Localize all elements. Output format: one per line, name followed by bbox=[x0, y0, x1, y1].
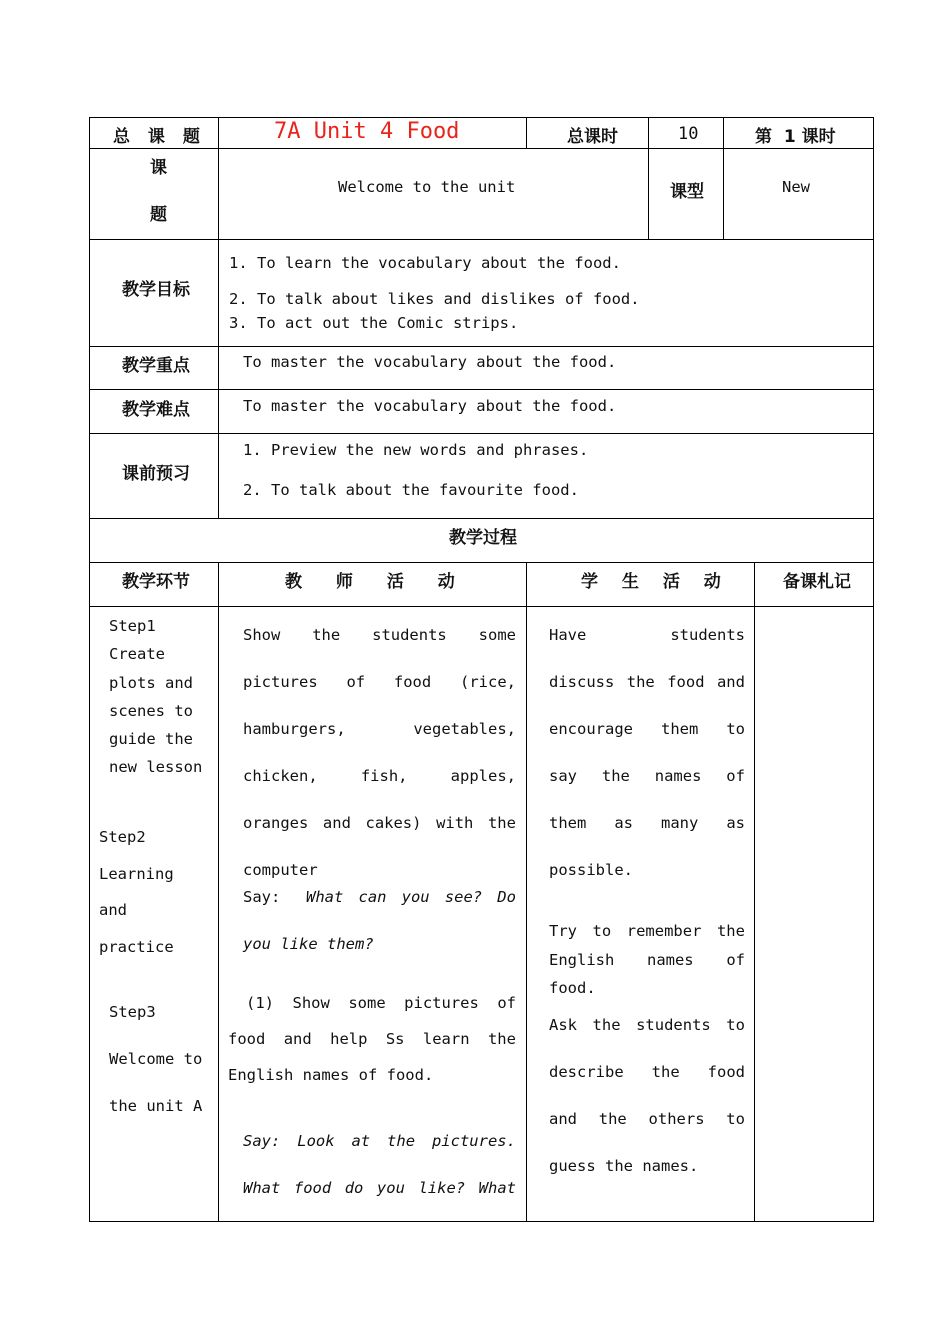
word: the bbox=[387, 1132, 416, 1150]
step3-line: the unit A bbox=[109, 1097, 203, 1115]
word: names bbox=[646, 950, 694, 969]
step1-line bbox=[109, 612, 208, 640]
grid-line bbox=[648, 117, 649, 239]
student-activity-1 bbox=[549, 612, 745, 894]
lesson-label: 题 bbox=[150, 205, 167, 225]
teacher-line: English names of food. bbox=[228, 1066, 434, 1084]
unit-title: 7A Unit 4 Food bbox=[274, 119, 460, 144]
objectives-label: 教学目标 bbox=[122, 280, 190, 300]
word: Ask bbox=[549, 1016, 577, 1034]
grid-line bbox=[89, 389, 874, 390]
word: the bbox=[592, 1016, 621, 1034]
word: as bbox=[614, 814, 633, 832]
step3-line: Welcome to bbox=[109, 1050, 203, 1068]
word: cakes) bbox=[365, 814, 422, 832]
grid-line bbox=[526, 562, 527, 1222]
step3-block bbox=[109, 989, 202, 1130]
word: like? bbox=[418, 1179, 466, 1197]
step1-line: new lesson bbox=[109, 758, 203, 777]
student-line bbox=[549, 800, 745, 847]
word: names bbox=[654, 767, 702, 785]
grid-line bbox=[218, 562, 219, 1222]
grid-line bbox=[873, 117, 874, 1222]
word: the bbox=[601, 767, 630, 785]
lesson-type-label: 课型 bbox=[670, 182, 704, 202]
step1-line: Create bbox=[109, 645, 165, 664]
word: the bbox=[716, 922, 745, 940]
word: do bbox=[344, 1179, 364, 1197]
word: vegetables, bbox=[413, 720, 516, 738]
preview-item: 1. Preview the new words and phrases. bbox=[243, 441, 589, 459]
student-line bbox=[549, 917, 745, 946]
grid-line bbox=[89, 606, 874, 607]
step2-line: Step2 bbox=[99, 828, 146, 846]
word: fish, bbox=[360, 767, 408, 785]
grid-line bbox=[754, 562, 755, 1222]
step1-block bbox=[109, 612, 208, 782]
student-line: food. bbox=[549, 979, 596, 997]
word: pictures. bbox=[431, 1132, 516, 1150]
student-line bbox=[549, 706, 745, 753]
word: Show bbox=[292, 994, 330, 1012]
word: food bbox=[293, 1179, 332, 1197]
word: to bbox=[592, 922, 612, 940]
word: see? bbox=[444, 888, 483, 906]
word: of bbox=[726, 950, 745, 969]
word: with bbox=[436, 814, 474, 832]
word: Have bbox=[549, 626, 587, 644]
lesson-label: 课 bbox=[150, 158, 167, 178]
preview-item: 2. To talk about the favourite food. bbox=[243, 481, 579, 499]
column-student: 学 生 活 动 bbox=[581, 572, 721, 592]
teacher-line bbox=[243, 706, 516, 753]
key-points-label: 教学重点 bbox=[122, 356, 190, 376]
word: describe bbox=[549, 1063, 624, 1081]
word: the bbox=[598, 1110, 627, 1128]
word: pictures bbox=[404, 994, 479, 1012]
word: 1 bbox=[146, 617, 156, 635]
student-activity-2 bbox=[549, 917, 745, 1003]
teacher-line: computer bbox=[243, 861, 318, 879]
word: you bbox=[401, 888, 430, 906]
word: students bbox=[372, 626, 447, 644]
word: Say: bbox=[243, 1132, 281, 1150]
word: and bbox=[283, 1030, 312, 1048]
word: What bbox=[478, 1179, 516, 1197]
teacher-line bbox=[243, 753, 516, 800]
difficulties-text: To master the vocabulary about the food. bbox=[243, 397, 617, 415]
word: can bbox=[358, 888, 387, 906]
grid-line bbox=[89, 433, 874, 434]
student-line bbox=[549, 1049, 745, 1096]
period-number: 第 1 课时 bbox=[755, 127, 836, 147]
student-line bbox=[549, 612, 745, 659]
word: What bbox=[306, 888, 344, 906]
word: English bbox=[549, 950, 615, 969]
word: Ss bbox=[385, 1030, 405, 1048]
grid-line bbox=[526, 117, 527, 148]
word: others bbox=[648, 1110, 705, 1128]
word: and bbox=[716, 673, 745, 691]
teacher-line bbox=[228, 985, 516, 1021]
step1-line: guide the bbox=[109, 730, 193, 749]
word: of bbox=[497, 994, 516, 1012]
lesson-title: Welcome to the unit bbox=[338, 178, 516, 196]
grid-line bbox=[89, 346, 874, 347]
grid-line bbox=[89, 117, 874, 118]
word: as bbox=[726, 814, 745, 832]
word: and bbox=[322, 814, 351, 832]
column-notes: 备课札记 bbox=[783, 572, 851, 592]
word: many bbox=[661, 814, 699, 832]
teacher-say-line bbox=[243, 1118, 516, 1165]
step2-line: Learning bbox=[99, 864, 174, 883]
step3-line: Step3 bbox=[109, 1003, 156, 1021]
word: the bbox=[487, 1030, 516, 1048]
grid-line bbox=[218, 117, 219, 518]
word: food bbox=[393, 673, 432, 691]
word: Step bbox=[109, 617, 147, 635]
difficulties-label: 教学难点 bbox=[122, 400, 190, 420]
word: food bbox=[707, 1063, 745, 1081]
student-line: possible. bbox=[549, 861, 633, 879]
word: chicken, bbox=[243, 767, 318, 785]
topic-label: 总 课 题 bbox=[113, 127, 200, 147]
total-periods-label: 总课时 bbox=[567, 127, 618, 147]
column-teacher: 教 师 活 动 bbox=[285, 572, 455, 592]
teacher-say-1 bbox=[243, 888, 516, 953]
preview-label: 课前预习 bbox=[122, 464, 190, 484]
teacher-activity-2 bbox=[228, 985, 516, 1093]
word: them bbox=[661, 720, 699, 738]
word: Look bbox=[297, 1132, 335, 1150]
grid-line bbox=[89, 148, 874, 149]
grid-line bbox=[89, 117, 90, 1222]
word: learn bbox=[422, 1030, 470, 1048]
word: of bbox=[346, 673, 366, 691]
word: food bbox=[667, 673, 705, 691]
teacher-say-line: you like them? bbox=[243, 935, 374, 953]
word: oranges bbox=[243, 814, 309, 832]
step1-line: scenes to bbox=[109, 701, 193, 720]
grid-line bbox=[89, 1221, 874, 1222]
word: some bbox=[348, 994, 386, 1012]
word: pictures bbox=[243, 673, 318, 691]
word: say bbox=[549, 767, 577, 785]
word: apples, bbox=[450, 767, 516, 785]
word: the bbox=[487, 814, 516, 832]
word: them bbox=[549, 814, 587, 832]
word: some bbox=[478, 626, 516, 644]
word: to bbox=[726, 720, 745, 738]
teacher-say-2 bbox=[243, 1118, 516, 1212]
word: Show bbox=[243, 626, 281, 644]
grid-line bbox=[723, 117, 724, 239]
process-title: 教学过程 bbox=[449, 528, 517, 548]
objective-item: 3. To act out the Comic strips. bbox=[229, 314, 519, 332]
student-line bbox=[549, 659, 745, 706]
student-line bbox=[549, 1096, 745, 1143]
student-line bbox=[549, 1002, 745, 1049]
word: help bbox=[330, 1030, 368, 1048]
word: Do bbox=[497, 888, 516, 906]
teacher-say-line bbox=[243, 1165, 516, 1212]
word: students bbox=[636, 1016, 711, 1034]
word: hamburgers, bbox=[243, 720, 346, 738]
objective-item: 2. To talk about likes and dislikes of food. bbox=[229, 290, 640, 308]
word: at bbox=[351, 1132, 371, 1150]
objective-item: 1. To learn the vocabulary about the food. bbox=[229, 254, 621, 272]
step2-block bbox=[99, 819, 174, 965]
word: and bbox=[549, 1110, 577, 1128]
teacher-line bbox=[243, 659, 516, 706]
word: you bbox=[376, 1179, 405, 1197]
teacher-line bbox=[243, 800, 516, 847]
teacher-line bbox=[243, 612, 516, 659]
step2-line: and bbox=[99, 901, 127, 919]
lesson-type-value: New bbox=[782, 178, 810, 196]
step1-line: plots and bbox=[109, 673, 193, 692]
word: the bbox=[312, 626, 341, 644]
student-line: guess the names. bbox=[549, 1157, 699, 1175]
student-line bbox=[549, 946, 745, 975]
teacher-activity-1 bbox=[243, 612, 516, 894]
word: remember bbox=[626, 922, 702, 940]
word: (rice, bbox=[460, 673, 516, 691]
word: the bbox=[651, 1063, 680, 1081]
grid-line bbox=[89, 562, 874, 563]
word: of bbox=[726, 767, 745, 785]
teacher-line bbox=[228, 1021, 516, 1057]
word: to bbox=[726, 1110, 745, 1128]
teacher-say-line: Say: What can you see? Do bbox=[243, 888, 516, 906]
word: encourage bbox=[549, 720, 633, 738]
student-line bbox=[549, 753, 745, 800]
word: to bbox=[726, 1016, 745, 1034]
word: discuss bbox=[549, 673, 615, 691]
grid-line bbox=[89, 518, 874, 519]
total-periods-value: 10 bbox=[678, 124, 699, 144]
grid-line bbox=[89, 239, 874, 240]
step2-line: practice bbox=[99, 937, 174, 956]
word: Try bbox=[549, 922, 577, 940]
column-stage: 教学环节 bbox=[122, 572, 190, 592]
word: (1) bbox=[246, 994, 274, 1012]
word: the bbox=[626, 673, 655, 691]
word: What bbox=[243, 1179, 281, 1197]
student-activity-3 bbox=[549, 1002, 745, 1190]
word: food bbox=[228, 1030, 266, 1048]
word: students bbox=[670, 626, 745, 644]
key-points-text: To master the vocabulary about the food. bbox=[243, 353, 617, 371]
